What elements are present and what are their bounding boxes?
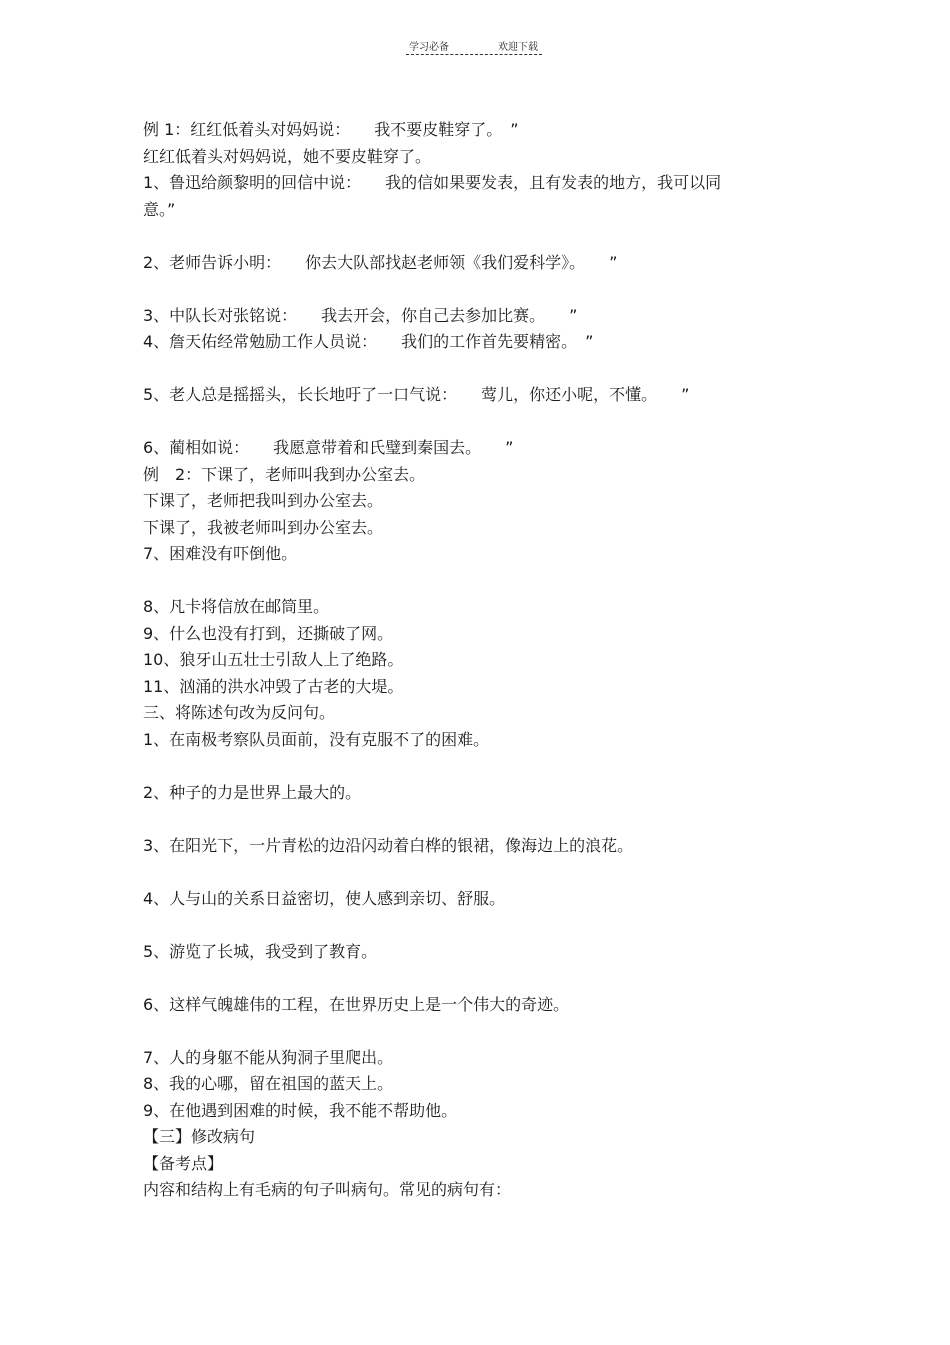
text-line: 3、中队长对张铭说： 我去开会，你自己去参加比赛。 ”: [143, 305, 578, 325]
text-line: 4、詹天佑经常勉励工作人员说： 我们的工作首先要精密。 ”: [143, 332, 594, 351]
document-body: [143, 117, 793, 1204]
text-line: 7、人的身躯不能从狗洞子里爬出。: [143, 1047, 394, 1067]
text-line: 内容和结构上有毛病的句子叫病句。常见的病句有：: [143, 1180, 512, 1199]
text-line: 下课了，我被老师叫到办公室去。: [143, 517, 384, 537]
blank-line: [143, 223, 793, 250]
text-line: 6、这样气魄雄伟的工程，在世界历史上是一个伟大的奇迹。: [143, 994, 570, 1014]
text-line: 红红低着头对妈妈说，她不要皮鞋穿了。: [143, 146, 432, 166]
text-line: 2、种子的力是世界上最大的。: [143, 782, 362, 802]
text-line: 8、凡卡将信放在邮筒里。: [143, 597, 330, 616]
blank-line: [143, 568, 793, 595]
text-line: 11、汹涌的洪水冲毁了古老的大堤。: [143, 676, 404, 696]
header-left-text: 学习必备: [409, 42, 449, 53]
text-line: 例 2：下课了，老师叫我到办公室去。: [143, 464, 426, 484]
text-line: 三、将陈述句改为反问句。: [143, 703, 336, 722]
text-line: 意。”: [143, 199, 176, 219]
text-line: 5、游览了长城，我受到了教育。: [143, 941, 378, 961]
text-line: 【备考点】: [143, 1153, 224, 1173]
blank-line: [143, 859, 793, 886]
text-line: 5、老人总是摇摇头，长长地吁了一口气说： 莺儿，你还小呢，不懂。 ”: [143, 385, 690, 404]
text-line: 【三】修改病句: [143, 1127, 256, 1146]
header-right-text: 欢迎下载: [498, 42, 538, 53]
text-line: 9、什么也没有打到，还撕破了网。: [143, 623, 394, 643]
text-line: 9、在他遇到困难的时候，我不能不帮助他。: [143, 1100, 458, 1120]
text-line: 1、鲁迅给颜黎明的回信中说： 我的信如果要发表，且有发表的地方，我可以同: [143, 173, 722, 192]
page-header: [406, 38, 544, 56]
blank-line: [143, 753, 793, 780]
text-line: 8、我的心哪，留在祖国的蓝天上。: [143, 1074, 394, 1093]
text-line: 4、人与山的关系日益密切，使人感到亲切、舒服。: [143, 888, 506, 908]
blank-line: [143, 912, 793, 939]
text-line: 3、在阳光下，一片青松的边沿闪动着白桦的银裙，像海边上的浪花。: [143, 835, 634, 855]
text-line: 2、老师告诉小明： 你去大队部找赵老师领《我们爱科学》。 ”: [143, 252, 618, 272]
header-divider: [406, 54, 542, 55]
text-line: 1、在南极考察队员面前，没有克服不了的困难。: [143, 729, 490, 749]
text-line: 6、蔺相如说： 我愿意带着和氏璧到秦国去。 ”: [143, 438, 514, 457]
blank-line: [143, 356, 793, 383]
blank-line: [143, 409, 793, 436]
blank-line: [143, 276, 793, 303]
text-line: 7、困难没有吓倒他。: [143, 544, 298, 563]
text-line: 例 1：红红低着头对妈妈说： 我不要皮鞋穿了。 ”: [143, 120, 519, 139]
blank-line: [143, 965, 793, 992]
blank-line: [143, 806, 793, 833]
text-line: 下课了，老师把我叫到办公室去。: [143, 491, 384, 510]
blank-line: [143, 1018, 793, 1045]
text-line: 10、狼牙山五壮士引敌人上了绝路。: [143, 650, 404, 669]
